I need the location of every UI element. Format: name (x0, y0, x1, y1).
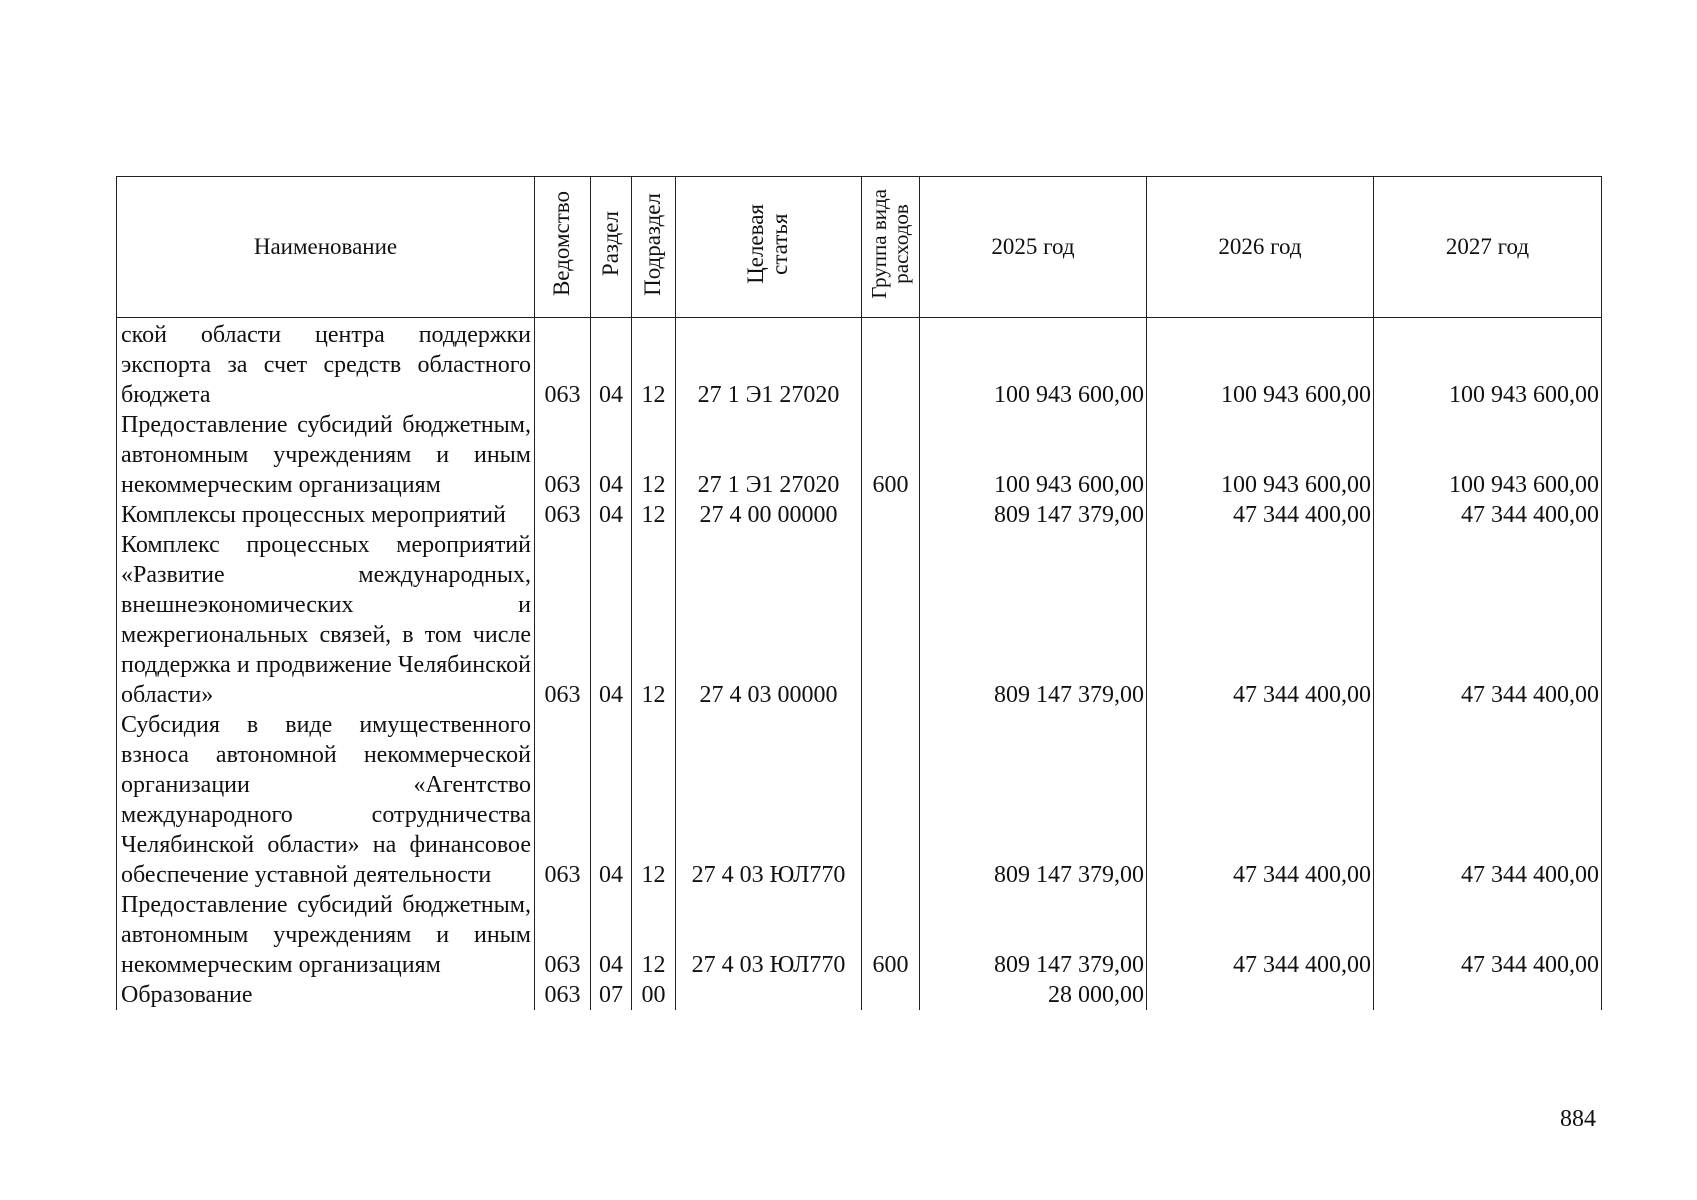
row-2027: 47 344 400,00 (1374, 500, 1602, 530)
header-2026: 2026 год (1147, 177, 1374, 318)
row-podrazdel: 12 (632, 710, 676, 890)
table-row (117, 318, 1602, 411)
row-gruppa (862, 318, 920, 411)
row-gruppa (862, 530, 920, 710)
budget-table-container (116, 176, 1601, 1010)
header-podrazdel: Подраздел (632, 177, 676, 318)
row-2025: 100 943 600,00 (920, 318, 1147, 411)
row-gruppa: 600 (862, 890, 920, 980)
row-gruppa: 600 (862, 410, 920, 500)
row-name: Образование (117, 980, 535, 1010)
row-2026 (1147, 980, 1374, 1010)
row-name: Предоставление субсидий бюджетным, автономным учреждениям и иным некоммерческим организациям (117, 890, 535, 980)
header-razdel: Раздел (591, 177, 632, 318)
row-razdel: 04 (591, 710, 632, 890)
header-2025: 2025 год (920, 177, 1147, 318)
table-row (117, 500, 1602, 530)
row-2026: 47 344 400,00 (1147, 710, 1374, 890)
row-podrazdel: 12 (632, 890, 676, 980)
row-vedomstvo: 063 (535, 410, 591, 500)
row-celevaya: 27 4 03 00000 (676, 530, 862, 710)
row-podrazdel: 12 (632, 530, 676, 710)
row-gruppa (862, 710, 920, 890)
row-name: ской области центра поддержки экспорта за счет средств областного бюджета (117, 318, 535, 411)
row-vedomstvo: 063 (535, 710, 591, 890)
row-celevaya: 27 4 03 ЮЛ770 (676, 890, 862, 980)
row-gruppa (862, 500, 920, 530)
row-2027: 100 943 600,00 (1374, 318, 1602, 411)
row-2025: 100 943 600,00 (920, 410, 1147, 500)
header-row (117, 177, 1602, 318)
row-celevaya: 27 1 Э1 27020 (676, 318, 862, 411)
row-2027 (1374, 980, 1602, 1010)
row-razdel: 04 (591, 500, 632, 530)
row-vedomstvo: 063 (535, 980, 591, 1010)
row-2026: 100 943 600,00 (1147, 318, 1374, 411)
row-2027: 100 943 600,00 (1374, 410, 1602, 500)
row-name: Комплекс процессных мероприятий «Развитие международных, внешнеэкономических и межрегиональных связей, в том числе поддержка и продвижение Челябинской области» (117, 530, 535, 710)
row-razdel: 04 (591, 890, 632, 980)
row-2026: 47 344 400,00 (1147, 890, 1374, 980)
table-row (117, 710, 1602, 890)
row-celevaya: 27 1 Э1 27020 (676, 410, 862, 500)
row-2025: 809 147 379,00 (920, 890, 1147, 980)
row-2025: 809 147 379,00 (920, 710, 1147, 890)
row-2025: 809 147 379,00 (920, 530, 1147, 710)
row-2027: 47 344 400,00 (1374, 530, 1602, 710)
row-celevaya (676, 980, 862, 1010)
row-vedomstvo: 063 (535, 318, 591, 411)
row-razdel: 04 (591, 410, 632, 500)
header-gruppa-vida-rashodov: Группа вида расходов (862, 177, 920, 318)
row-name: Предоставление субсидий бюджетным, автономным учреждениям и иным некоммерческим организациям (117, 410, 535, 500)
row-vedomstvo: 063 (535, 530, 591, 710)
row-2025: 28 000,00 (920, 980, 1147, 1010)
row-2025: 809 147 379,00 (920, 500, 1147, 530)
budget-table (116, 176, 1602, 1010)
row-podrazdel: 12 (632, 410, 676, 500)
row-gruppa (862, 980, 920, 1010)
table-row (117, 530, 1602, 710)
table-row (117, 410, 1602, 500)
table-row (117, 890, 1602, 980)
page-number: 884 (1560, 1106, 1596, 1132)
row-celevaya: 27 4 03 ЮЛ770 (676, 710, 862, 890)
row-podrazdel: 00 (632, 980, 676, 1010)
row-vedomstvo: 063 (535, 890, 591, 980)
row-2026: 100 943 600,00 (1147, 410, 1374, 500)
row-2026: 47 344 400,00 (1147, 500, 1374, 530)
header-2027: 2027 год (1374, 177, 1602, 318)
row-name: Комплексы процессных мероприятий (117, 500, 535, 530)
row-razdel: 07 (591, 980, 632, 1010)
table-row (117, 980, 1602, 1010)
row-podrazdel: 12 (632, 318, 676, 411)
row-razdel: 04 (591, 530, 632, 710)
row-celevaya: 27 4 00 00000 (676, 500, 862, 530)
row-razdel: 04 (591, 318, 632, 411)
header-vedomstvo: Ведомство (535, 177, 591, 318)
row-2026: 47 344 400,00 (1147, 530, 1374, 710)
row-vedomstvo: 063 (535, 500, 591, 530)
row-2027: 47 344 400,00 (1374, 890, 1602, 980)
row-name: Субсидия в виде имущественного взноса автономной некоммерческой организации «Агентство международного сотрудничества Челябинской области» на финансовое обеспечение уставной деятельности (117, 710, 535, 890)
header-celevaya-statya: Целевая статья (676, 177, 862, 318)
header-name: Наименование (117, 177, 535, 318)
row-podrazdel: 12 (632, 500, 676, 530)
row-2027: 47 344 400,00 (1374, 710, 1602, 890)
